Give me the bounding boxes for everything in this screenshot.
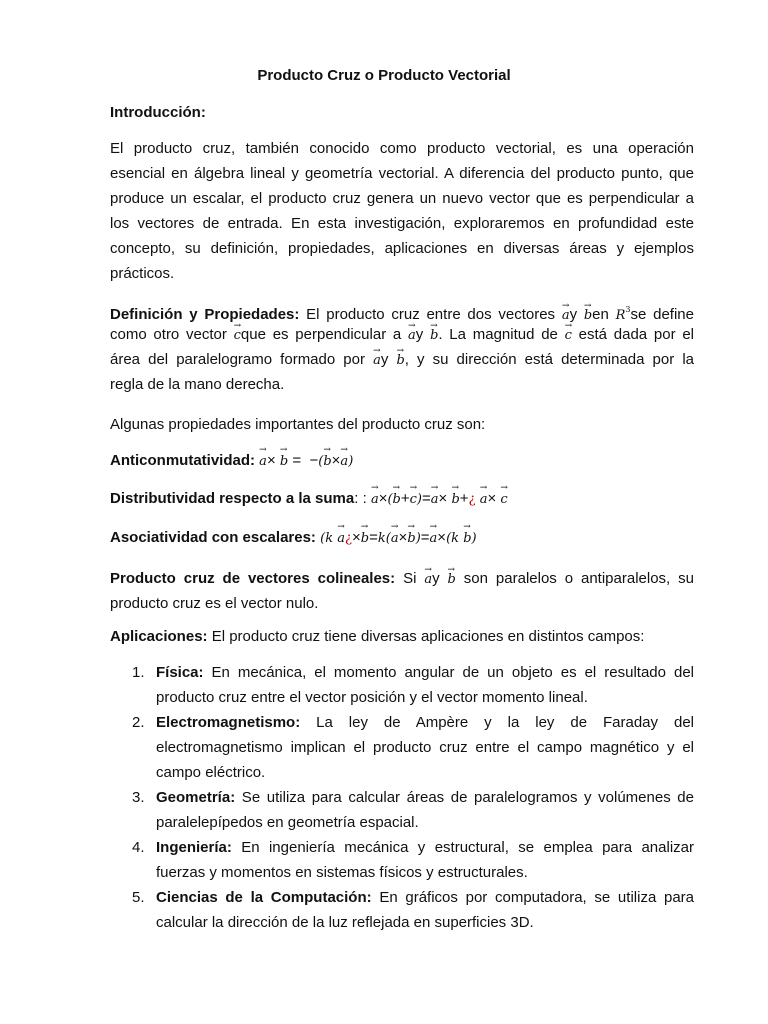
- vector-b: → b: [584, 303, 592, 328]
- list-item: 2. Electromagnetismo: La ley de Ampère y la ley de Faraday del electromagnetismo implican el producto cruz entre el campo magnético y el campo eléctrico.: [132, 714, 694, 781]
- list-item: 3. Geometría: Se utiliza para calcular áreas de paralelogramos y volúmenes de paralelepípedos en geometría espacial.: [132, 789, 694, 831]
- vector-b: → b: [430, 323, 438, 348]
- intro-line: prácticos.: [110, 265, 175, 282]
- intro-line: los vectores de entrada. En esta investigación, exploraremos en profundidad este: [110, 215, 694, 232]
- property-anticommutativity: Anticonmutatividad: → a× → b = −(→ b×→ a): [110, 452, 694, 469]
- intro-line: concepto, su definición, propiedades, aplicaciones en diversas áreas y ejemplos: [110, 240, 694, 257]
- space-r3: $R^3$: [615, 305, 631, 323]
- property-distributivity: Distributividad respecto a la suma: : → a×(→ b+→ c)=→ a× → b+¿ → a× → c: [110, 490, 694, 507]
- vector-b: → b: [396, 348, 404, 373]
- definition-paragraph: Definición y Propiedades: El producto cruz entre dos vectores → ay → ben $R^3se$ define como otro vector → cque es perpendicular a → ay → b. La magnitud de → c está dada por el área del paralelogramo formado por → ay → b, y su dirección está determinada por la regla de la mano derecha.: [110, 297, 694, 397]
- definition-heading: Definición y Propiedades:: [110, 306, 300, 323]
- vector-a: → a: [373, 348, 381, 373]
- list-item: 4. Ingeniería: En ingeniería mecánica y estructural, se emplea para analizar fuerzas y momentos en sistemas físicos y estructurales.: [132, 839, 694, 881]
- list-item: 5. Ciencias de la Computación: En gráficos por computadora, se utiliza para calcular la dirección de la luz reflejada en superficies 3D.: [132, 889, 695, 931]
- vector-a: → a: [408, 323, 416, 348]
- property-associativity: Asociatividad con escalares: (k → a¿×→ b=k(→ a×→ b)=→ a×(k → b): [110, 529, 694, 546]
- intro-line: produce un escalar, el producto cruz genera un nuevo vector que es perpendicular a: [110, 190, 694, 207]
- intro-line: El producto cruz, también conocido como producto vectorial, es una operación: [110, 140, 694, 157]
- properties-intro: Algunas propiedades importantes del producto cruz son:: [110, 416, 486, 433]
- list-item: 1. Física: En mecánica, el momento angular de un objeto es el resultado del producto cruz entre el vector posición y el vector momento lineal.: [132, 664, 694, 706]
- property-collinear: Producto cruz de vectores colineales: Si → ay → b son paralelos o antiparalelos, su producto cruz es el vector nulo.: [110, 566, 694, 616]
- vector-c: → c: [234, 323, 241, 348]
- intro-paragraph: [110, 136, 694, 286]
- intro-line: esencial en álgebra lineal y geometría vectorial. A diferencia del producto punto, que: [110, 165, 694, 182]
- applications-intro: Aplicaciones: El producto cruz tiene diversas aplicaciones en distintos campos:: [110, 628, 645, 645]
- intro-heading: Introducción:: [110, 104, 206, 121]
- vector-a: → a: [562, 303, 570, 328]
- page-title: Producto Cruz o Producto Vectorial: [257, 67, 511, 84]
- applications-list: [110, 660, 694, 935]
- vector-c: → c: [565, 323, 572, 348]
